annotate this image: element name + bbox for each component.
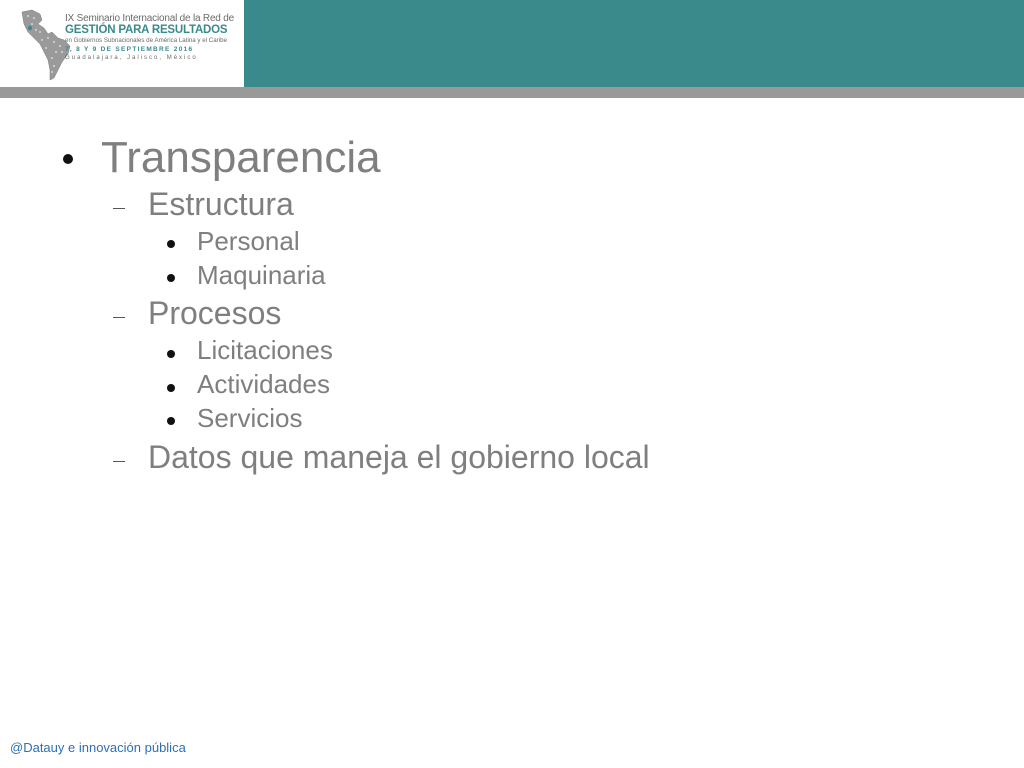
logo-line-3: en Gobiernos Subnacionales de América Latina y el Caribe	[65, 36, 228, 44]
list-item: Actividades	[197, 369, 330, 399]
header-gray-bar	[0, 87, 1024, 98]
logo-text	[65, 14, 234, 61]
logo-line-2: GESTIÓN PARA RESULTADOS	[65, 24, 228, 36]
dash-icon	[113, 208, 125, 209]
section-label-estructura: Estructura	[148, 186, 294, 222]
list-item: Licitaciones	[197, 335, 333, 365]
logo-line-1: IX Seminario Internacional de la Red de	[65, 13, 234, 24]
footer-credit: @Datauy e innovación pública	[10, 740, 186, 755]
seminar-logo	[18, 8, 238, 84]
bullet-icon	[63, 154, 73, 164]
header-teal-band	[244, 0, 1024, 87]
dash-icon	[113, 317, 125, 318]
bullet-icon	[167, 350, 175, 358]
list-item: Personal	[197, 226, 300, 256]
slide-title: Transparencia	[101, 133, 381, 182]
bullet-icon	[167, 240, 175, 248]
section-label-datos: Datos que maneja el gobierno local	[148, 439, 650, 475]
bullet-icon	[167, 274, 175, 282]
list-item: Maquinaria	[197, 260, 326, 290]
logo-line-5: Guadalajara, Jalisco, México	[65, 55, 198, 62]
logo-line-4: 7, 8 Y 9 DE SEPTIEMBRE 2016	[65, 45, 194, 53]
list-item: Servicios	[197, 403, 303, 433]
bullet-icon	[167, 384, 175, 392]
section-label-procesos: Procesos	[148, 295, 282, 331]
dash-icon	[113, 461, 125, 462]
bullet-icon	[167, 417, 175, 425]
